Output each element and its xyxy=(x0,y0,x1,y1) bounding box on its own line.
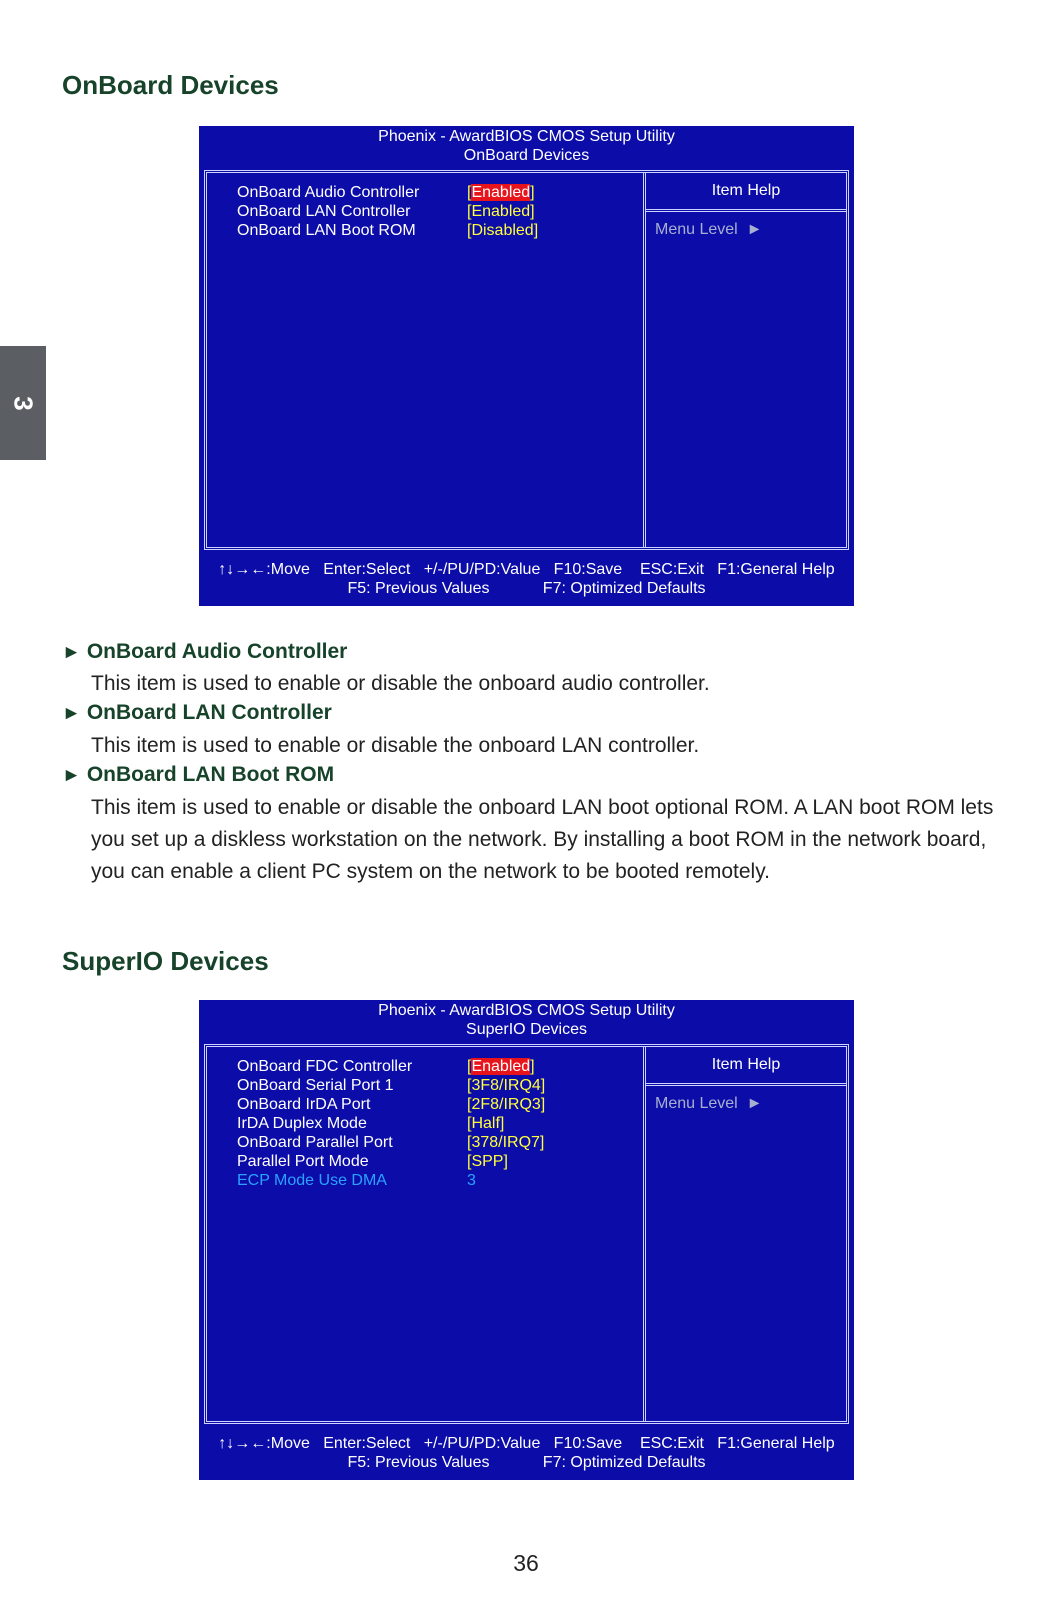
bios-footer xyxy=(199,1434,854,1472)
bios-title-line1: Phoenix - AwardBIOS CMOS Setup Utility xyxy=(378,1002,675,1019)
bios-title-line2: SuperIO Devices xyxy=(466,1021,587,1038)
desc-text-lan: This item is used to enable or disable the onboard LAN controller. xyxy=(91,734,700,757)
bios-item-serial-port-1[interactable]: OnBoard Serial Port 1 xyxy=(237,1077,394,1094)
item-help-header: Item Help xyxy=(646,1047,846,1086)
triangle-right-icon: ► xyxy=(62,765,81,786)
menu-level: Menu Level ► xyxy=(655,221,763,238)
bios-value-irda-duplex[interactable]: [Half] xyxy=(467,1115,505,1132)
bios-divider xyxy=(643,1047,646,1421)
bios-item-lan[interactable]: OnBoard LAN Controller xyxy=(237,203,411,220)
selected-value[interactable]: Enabled xyxy=(471,184,531,201)
bios-footer-defaults: F5: Previous Values F7: Optimized Defaults xyxy=(347,580,706,597)
bios-item-parallel-mode[interactable]: Parallel Port Mode xyxy=(237,1153,369,1170)
triangle-right-icon: ► xyxy=(746,1095,763,1112)
bios-item-parallel-port[interactable]: OnBoard Parallel Port xyxy=(237,1134,393,1151)
bios-item-list xyxy=(207,1047,643,1421)
bios-divider xyxy=(643,173,646,547)
bios-value-audio[interactable]: [Enabled] xyxy=(467,184,535,201)
bios-footer-keys: ↑↓→←:Move Enter:Select +/-/PU/PD:Value F10:Save ESC:Exit F1:General Help xyxy=(218,1435,835,1452)
desc-text-audio: This item is used to enable or disable the onboard audio controller. xyxy=(91,672,710,695)
bios-item-audio[interactable]: OnBoard Audio Controller xyxy=(237,184,420,201)
bios-value-lan[interactable]: [Enabled] xyxy=(467,203,535,220)
bios-item-irda-duplex[interactable]: IrDA Duplex Mode xyxy=(237,1115,367,1132)
bios-value-lan-boot-rom[interactable]: [Disabled] xyxy=(467,222,539,239)
desc-title-lan-boot-rom: ► OnBoard LAN Boot ROM xyxy=(62,763,335,786)
bios-title-line2: OnBoard Devices xyxy=(463,147,590,164)
bios-item-fdc[interactable]: OnBoard FDC Controller xyxy=(237,1058,413,1075)
bios-item-list xyxy=(207,173,643,547)
bios-screen-onboard xyxy=(199,126,854,606)
desc-text-lan-boot-rom: This item is used to enable or disable the onboard LAN boot optional ROM. A LAN boot ROM lets you set up a diskless workstation on the network. By installing a boot ROM in the network board, you can enable a client PC system on the network to be booted remotely. xyxy=(91,796,994,883)
bios-footer xyxy=(199,560,854,598)
bios-value-parallel-mode[interactable]: [SPP] xyxy=(467,1153,508,1170)
bios-frame xyxy=(204,1044,849,1424)
bios-value-parallel-port[interactable]: [378/IRQ7] xyxy=(467,1134,545,1151)
desc-title-audio: ► OnBoard Audio Controller xyxy=(62,640,348,663)
bios-value-fdc[interactable]: [Enabled] xyxy=(467,1058,535,1075)
triangle-right-icon: ► xyxy=(62,703,81,724)
menu-level: Menu Level ► xyxy=(655,1095,763,1112)
item-help-header: Item Help xyxy=(646,173,846,212)
onboard-heading: OnBoard Devices xyxy=(62,70,279,100)
chapter-number: 3 xyxy=(8,395,39,411)
bios-screen-superio xyxy=(199,1000,854,1480)
chapter-tab xyxy=(0,346,46,460)
bios-value-irda-port[interactable]: [2F8/IRQ3] xyxy=(467,1096,546,1113)
bios-value-serial-port-1[interactable]: [3F8/IRQ4] xyxy=(467,1077,546,1094)
bios-footer-keys: ↑↓→←:Move Enter:Select +/-/PU/PD:Value F10:Save ESC:Exit F1:General Help xyxy=(218,561,835,578)
page-number: 36 xyxy=(513,1550,539,1576)
bios-title-line1: Phoenix - AwardBIOS CMOS Setup Utility xyxy=(378,128,675,145)
bios-value-ecp-dma: 3 xyxy=(467,1172,476,1189)
bios-title xyxy=(199,126,854,165)
bios-item-lan-boot-rom[interactable]: OnBoard LAN Boot ROM xyxy=(237,222,416,239)
superio-heading: SuperIO Devices xyxy=(62,946,269,976)
triangle-right-icon: ► xyxy=(746,221,763,238)
bios-footer-defaults: F5: Previous Values F7: Optimized Defaults xyxy=(347,1454,706,1471)
bios-item-irda-port[interactable]: OnBoard IrDA Port xyxy=(237,1096,371,1113)
desc-title-lan: ► OnBoard LAN Controller xyxy=(62,701,332,724)
selected-value[interactable]: Enabled xyxy=(471,1058,531,1075)
bios-item-ecp-dma: ECP Mode Use DMA xyxy=(237,1172,387,1189)
bios-frame xyxy=(204,170,849,550)
triangle-right-icon: ► xyxy=(62,642,81,663)
bios-title xyxy=(199,1000,854,1039)
